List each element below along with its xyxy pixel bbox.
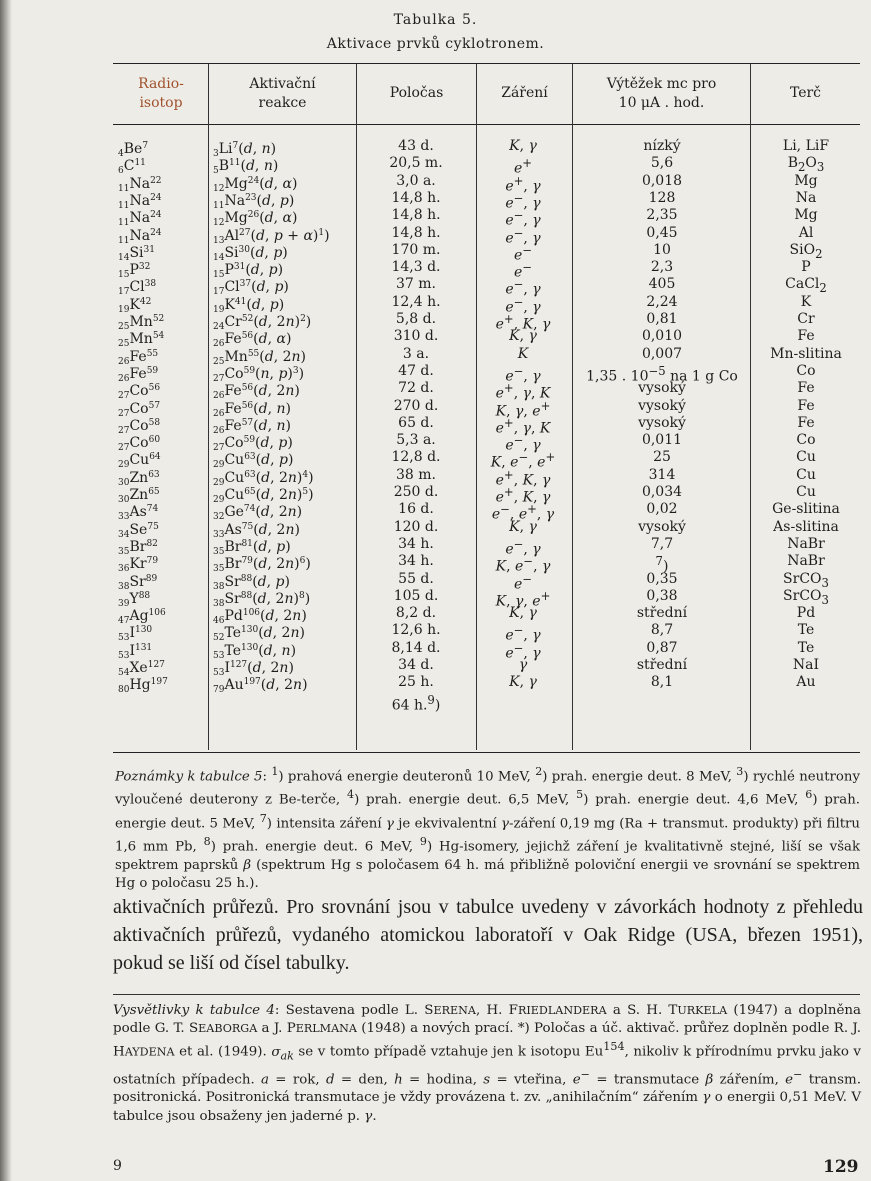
reaction-cell: $_{53}Te^{130}(d$, n) <box>213 642 297 661</box>
table-row <box>0 310 871 333</box>
radiation-cell: e−, γ <box>505 363 541 385</box>
half-life-cell: 38 m. <box>396 466 436 483</box>
half-life-cell: 25 h. <box>398 674 434 691</box>
yield-cell: 1,35 . $10^{-5}$ na 1 g Co <box>586 363 738 385</box>
table-title: Tabulka 5. <box>393 12 478 28</box>
radiation-cell: K, γ <box>509 138 537 154</box>
half-life-cell: 14,3 d. <box>391 259 441 276</box>
reaction-cell: $_{29}Cu^{63}(d$, p) <box>213 452 294 471</box>
target-cell: Fe <box>797 414 815 431</box>
radiation-cell: K, γ <box>509 518 537 535</box>
yield-cell: 0,45 <box>646 224 678 241</box>
reaction-cell: $_{35}Br^{81}(d$, p) <box>213 538 291 557</box>
radioisotope-cell: $_{11}Na^{22}$ <box>118 175 162 194</box>
reaction-cell: $_{26}Fe^{56}(d$, α) <box>213 331 292 350</box>
radioisotope-cell: $_{15}P^{32}$ <box>118 262 151 281</box>
radioisotope-cell: $_{53}I^{131}$ <box>118 642 153 661</box>
yield-cell: 0,35 <box>646 570 678 587</box>
target-cell: Co <box>796 362 816 379</box>
half-life-cell: 170 m. <box>391 241 441 258</box>
target-cell: CaCl$_2$ <box>785 276 827 296</box>
target-cell: Cu <box>796 449 816 466</box>
radiation-cell: e−, γ <box>505 640 541 662</box>
table-subtitle: Aktivace prvků cyklotronem. <box>326 36 545 52</box>
radiation-cell: e+ <box>513 156 533 177</box>
yield-cell: střední <box>636 605 688 622</box>
reaction-cell: $_{15}P^{31}(d$, p) <box>213 262 284 281</box>
yield-cell: 0,034 <box>641 484 683 500</box>
table-row <box>0 241 871 264</box>
radiation-cell: e−, γ <box>505 208 541 229</box>
half-life-cell: 14,8 h. <box>391 224 441 241</box>
yield-cell: vysoký <box>638 397 686 414</box>
yield-cell: $^7$) <box>655 554 669 575</box>
target-cell: Cu <box>796 466 816 483</box>
table-row <box>0 206 871 229</box>
table-row <box>0 518 871 540</box>
table-row <box>0 293 871 316</box>
header-radioisotope: Radio- isotop <box>138 76 184 111</box>
radiation-cell: e−, γ <box>505 433 541 454</box>
table-row <box>0 189 871 212</box>
radioisotope-cell: $_{25}Mn^{54}$ <box>118 331 165 350</box>
radioisotope-cell: $_{27}Co^{56}$ <box>118 383 161 402</box>
reaction-cell: $_{79}Au^{197}(d$, 2n) <box>213 677 308 696</box>
reaction-cell: $_{26}Fe^{56}(d$, n) <box>213 400 291 419</box>
header-half-life: Poločas <box>389 85 444 101</box>
half-life-cell: 310 d. <box>393 328 439 345</box>
radioisotope-cell: $_{30}Zn^{63}$ <box>118 469 160 488</box>
reaction-cell: $_{12}Mg^{24}(d$, α) <box>213 175 298 194</box>
reaction-cell: $_{12}Mg^{26}(d$, α) <box>213 210 298 229</box>
target-cell: Na <box>795 189 817 206</box>
radiation-cell: e+, γ, K <box>495 381 551 402</box>
radioisotope-cell: $_{35}Br^{82}$ <box>118 538 158 557</box>
reaction-cell: $_{33}As^{75}(d$, 2n) <box>213 521 300 540</box>
reaction-cell: $_{35}Br^{79}(d$, 2n)$^6$) <box>213 556 311 575</box>
target-cell: SrCO$_3$ <box>783 570 829 590</box>
radioisotope-cell: $_{27}Co^{57}$ <box>118 400 161 419</box>
target-cell: P <box>801 259 811 276</box>
table-row <box>0 224 871 247</box>
target-cell: Li, LiF <box>782 138 830 154</box>
target-cell: Mn-slitina <box>770 345 842 362</box>
yield-cell: 0,011 <box>641 432 683 449</box>
table-row <box>0 535 871 558</box>
yield-cell: 5,6 <box>650 155 674 172</box>
header-rule <box>113 124 860 125</box>
radiation-cell: e+, γ, K <box>495 415 551 437</box>
reaction-cell: $_{11}Na^{23}(d$, p) <box>213 192 295 211</box>
radiation-cell: e+, γ <box>505 173 541 195</box>
yield-cell: 0,010 <box>641 328 683 345</box>
table-row <box>0 621 871 645</box>
radiation-cell: γ <box>518 657 528 673</box>
reaction-cell: $_{46}Pd^{106}(d$, 2n) <box>213 608 307 627</box>
radioisotope-cell: $_{53}I^{130}$ <box>118 625 153 644</box>
yield-cell: nízký <box>643 138 681 154</box>
reaction-cell: $_{26}Fe^{57}(d$, n) <box>213 417 291 436</box>
half-life-cell: 55 d. <box>398 570 434 587</box>
radioisotope-cell: $_{17}Cl^{38}$ <box>118 279 157 298</box>
table-row <box>0 656 871 678</box>
radioisotope-cell: $_{29}Cu^{64}$ <box>118 452 161 471</box>
radiation-cell: e− <box>513 242 533 264</box>
radiation-cell: K, γ <box>509 605 537 622</box>
yield-cell: 2,24 <box>646 293 678 310</box>
target-cell: Te <box>797 639 815 656</box>
radiation-cell: K, γ <box>509 328 537 345</box>
half-life-cell: 8,14 d. <box>391 639 441 656</box>
radioisotope-cell: $_{80}Hg^{197}$ <box>118 677 168 696</box>
yield-cell: 405 <box>648 276 676 293</box>
radiation-cell: e−, γ <box>505 190 541 212</box>
table-row <box>0 431 871 454</box>
half-life-cell: 3,0 a. <box>396 172 436 189</box>
yield-cell: 2,3 <box>650 259 674 276</box>
reaction-cell: $_{25}Mn^{55}(d$, 2n) <box>213 348 307 367</box>
reaction-cell: $_3Li^7(d$, n) <box>213 141 277 159</box>
reaction-cell: $_{13}Al^{27}(d$, p + α)$^1$) <box>213 227 330 246</box>
target-cell: Pd <box>796 605 816 622</box>
radioisotope-cell: $_{34}Se^{75}$ <box>118 521 159 540</box>
radioisotope-cell: $_{26}Fe^{55}$ <box>118 348 159 367</box>
radioisotope-cell: $_{27}Co^{60}$ <box>118 435 161 454</box>
target-cell: Co <box>796 432 816 449</box>
radiation-cell: K, e−, e+ <box>490 450 556 472</box>
table-row <box>0 327 871 350</box>
radioisotope-cell: $_{11}Na^{24}$ <box>118 227 162 246</box>
half-life-cell: 3 a. <box>402 345 430 362</box>
target-cell: Au <box>796 674 816 691</box>
header-activation-reaction: Aktivační reakce <box>249 76 316 111</box>
half-life-cell: 14,8 h. <box>391 189 441 206</box>
target-cell: NaBr <box>787 535 825 552</box>
radiation-cell: K, γ, e+ <box>495 398 551 420</box>
header-yield: Výtěžek mc pro 10 μA . hod. <box>606 76 717 111</box>
radioisotope-cell: $_{26}Fe^{59}$ <box>118 365 159 384</box>
reaction-cell: $_{27}Co^{59}(d$, p) <box>213 435 293 454</box>
target-cell: K <box>800 293 812 310</box>
radioisotope-cell: $_{39}Y^{88}$ <box>118 590 151 609</box>
reaction-cell: $_{29}Cu^{65}(d$, 2n)$^5$) <box>213 487 314 505</box>
table-row <box>0 275 871 299</box>
reaction-cell: $_{27}Co^{59}(n$, p)$^3$) <box>213 365 305 384</box>
reaction-cell: $_{29}Cu^{63}(d$, 2n)$^4$) <box>213 469 314 488</box>
signature-mark: 9 <box>113 1158 122 1174</box>
radiation-cell: K, e−, γ <box>495 554 551 575</box>
radiation-cell: e+, K, γ <box>495 485 551 506</box>
target-cell: Fe <box>797 397 815 414</box>
half-life-cell: 5,3 a. <box>396 432 436 449</box>
radiation-cell: e−, e+, γ <box>491 502 555 523</box>
radioisotope-cell: $_{25}Mn^{52}$ <box>118 314 165 332</box>
target-cell: Mg <box>794 207 818 224</box>
half-life-cell: 12,4 h. <box>391 293 441 310</box>
table-row <box>0 448 871 472</box>
radioisotope-cell: $_{19}K^{42}$ <box>118 296 152 315</box>
target-cell: Fe <box>797 328 815 345</box>
radiation-cell: e−, γ <box>505 225 541 247</box>
target-cell: NaI <box>792 657 820 673</box>
yield-cell: vysoký <box>638 380 686 397</box>
footnote-separator <box>113 994 860 995</box>
reaction-cell: $_5B^{11}(d$, n) <box>213 158 279 177</box>
yield-cell: vysoký <box>638 414 686 431</box>
radiation-cell: e−, γ <box>505 277 541 299</box>
reaction-cell: $_{26}Fe^{56}(d$, 2n) <box>213 383 300 402</box>
reaction-cell: $_{32}Ge^{74}(d$, 2n) <box>213 504 303 523</box>
table-row <box>0 137 871 159</box>
yield-cell: 10 <box>653 241 671 258</box>
half-life-cell: 14,8 h. <box>391 207 441 224</box>
radiation-cell: e+, K, γ <box>495 467 551 489</box>
target-cell: As-slitina <box>773 518 839 535</box>
table-row <box>0 154 871 177</box>
table-row <box>0 258 871 281</box>
target-cell: Al <box>798 224 814 241</box>
table-row <box>0 604 871 627</box>
header-target: Terč <box>789 85 822 101</box>
half-life-cell: 34 h. <box>398 553 434 570</box>
radioisotope-cell: $_{54}Xe^{127}$ <box>118 660 165 678</box>
table-row <box>0 587 871 610</box>
table-row <box>0 345 871 367</box>
header-radiation: Záření <box>501 85 548 101</box>
radiation-cell: e−, γ <box>505 294 541 316</box>
footnote-table-4: Vysvětlivky k tabulce 4: Sestavena podle L. SERENA, H. FRIEDLANDERA a S. H. TURKELA (1947) a doplněna podle G. T. SEABORGA a J. PERLMANA (1948) a nových prací. *) Poločas a úč. aktivač. průřez doplněn podle R. J. HAYDENA et al. (1949). $\sigma_{ak}$ se v tomto případě vztahuje jen k isotopu Eu$^{154}$, nikoliv k přírodnímu prvku jako v ostatních případech. a = rok, d = den, h = hodina, s = vteřina, e− = transmutace β zářením, e− transm. positronická. Positronická transmutace je vždy provázena t. zv. „anihilačním“ zářením γ o energii 0,51 MeV. V tabulce jsou obsaženy jen jaderné p. γ. <box>113 1003 862 1124</box>
table-row <box>0 691 871 714</box>
radiation-cell: e− <box>513 571 533 593</box>
target-cell: Te <box>797 622 815 639</box>
half-life-cell: 250 d. <box>393 484 439 500</box>
yield-cell: 0,81 <box>646 311 678 327</box>
target-cell: SrCO$_3$ <box>783 587 829 607</box>
table-row <box>0 570 871 593</box>
radiation-cell: e−, γ <box>505 536 541 558</box>
radioisotope-cell: $_{33}As^{74}$ <box>118 504 159 523</box>
half-life-cell: 12,6 h. <box>391 622 441 639</box>
reaction-cell: $_{38}Sr^{88}(d$, p) <box>213 573 290 592</box>
reaction-cell: $_{19}K^{41}(d$, p) <box>213 296 285 315</box>
half-life-cell: 12,8 d. <box>391 449 441 466</box>
yield-cell: 0,02 <box>646 501 678 518</box>
table-row <box>0 500 871 523</box>
yield-cell: střední <box>636 657 688 673</box>
half-life-cell: 43 d. <box>398 138 434 154</box>
half-life-cell: 47 d. <box>398 362 434 379</box>
table-row <box>0 552 871 575</box>
yield-cell: 0,018 <box>641 172 683 189</box>
radiation-cell: e− <box>513 260 533 281</box>
reaction-cell: $_{52}Te^{130}(d$, 2n) <box>213 625 305 644</box>
table-row <box>0 172 871 195</box>
radioisotope-cell: $_{14}Si^{31}$ <box>118 244 155 263</box>
half-life-cell: 72 d. <box>398 380 434 397</box>
yield-cell: vysoký <box>638 518 686 535</box>
yield-cell: 0,007 <box>641 345 683 362</box>
yield-cell: 8,7 <box>650 622 674 639</box>
reaction-cell: $_{53}I^{127}(d$, 2n) <box>213 660 294 678</box>
table-row <box>0 673 871 696</box>
half-life-cell: 8,2 d. <box>395 605 437 622</box>
table-row <box>0 466 871 489</box>
half-life-cell: 5,8 d. <box>395 311 437 327</box>
page-number: 129 <box>823 1157 859 1177</box>
target-cell: $B_2O_3$ <box>787 155 825 175</box>
radiation-cell: K <box>517 345 529 362</box>
reaction-cell: $_{14}Si^{30}(d$, p) <box>213 244 288 263</box>
radiation-cell: e+, K, γ <box>495 312 551 333</box>
yield-cell: 0,38 <box>646 587 678 604</box>
yield-cell: 7,7 <box>650 535 674 552</box>
yield-cell: 314 <box>648 466 676 483</box>
half-life-cell: 16 d. <box>398 501 434 518</box>
yield-cell: 25 <box>653 449 671 466</box>
yield-cell: 128 <box>648 189 676 206</box>
yield-cell: 8,1 <box>650 674 674 691</box>
reaction-cell: $_{38}Sr^{88}(d$, 2n)$^8$) <box>213 590 311 609</box>
target-cell: SiO$_2$ <box>789 241 823 261</box>
radioisotope-cell: $_6C^{11}$ <box>118 158 146 177</box>
half-life-cell: 270 d. <box>393 397 439 414</box>
table-notes: Poznámky k tabulce 5: $^1$) prahová energie deuteronů 10 MeV, $^2$) prah. energie deut. 8 MeV, $^3$) rychlé neutrony vyloučené deuterony z Be-terče, $^4$) prah. energie deut. 6,5 MeV, $^5$) prah. energie deut. 4,6 MeV, $^6$) prah. energie deut. 5 MeV, $^7$) intensita záření γ je ekvivalentní γ-záření 0,19 mg (Ra + transmut. produkty) při filtru 1,6 mm Pb, $^8$) prah. energie deut. 6 MeV, $^9$) Hg-isomery, jejichž záření je kvalitativně stejné, liší se však spektrem paprsků β (spektrum Hg s poločasem 64 h. má přibližně poloviční energii ve srovnání se spektrem Hg o poločasu 25 h.). <box>115 765 861 891</box>
radiation-cell: K, γ <box>509 674 537 691</box>
target-cell: Ge-slitina <box>772 501 840 518</box>
table-row <box>0 414 871 437</box>
table-row <box>0 397 871 420</box>
reaction-cell: $_{24}Cr^{52}(d$, 2n)$^2$) <box>213 314 312 332</box>
half-life-cell: 37 m. <box>396 276 436 293</box>
radioisotope-cell: $_4Be^7$ <box>118 141 149 159</box>
half-life-cell: 34 h. <box>398 535 434 552</box>
radioisotope-cell: $_{11}Na^{24}$ <box>118 210 162 229</box>
radioisotope-cell: $_{11}Na^{24}$ <box>118 192 162 211</box>
target-cell: Cu <box>796 484 816 500</box>
half-life-cell: 34 d. <box>398 657 434 673</box>
half-life-cell: 120 d. <box>393 518 439 535</box>
radioisotope-cell: $_{47}Ag^{106}$ <box>118 608 166 627</box>
target-cell: Cr <box>797 311 815 327</box>
half-life-cell: 20,5 m. <box>389 155 443 172</box>
target-cell: Fe <box>797 380 815 397</box>
target-cell: NaBr <box>787 553 825 570</box>
half-life-cell: 65 d. <box>398 414 434 431</box>
radioisotope-cell: $_{36}Kr^{79}$ <box>118 556 159 575</box>
yield-cell: 2,35 <box>646 207 678 224</box>
radiation-cell: e−, γ <box>505 623 541 645</box>
half-life-cell: 64 h.$^9$) <box>391 692 441 714</box>
target-cell: Mg <box>794 172 818 189</box>
table-row <box>0 639 871 662</box>
reaction-cell: $_{17}Cl^{37}(d$, p) <box>213 279 289 298</box>
table-row <box>0 362 871 385</box>
radioisotope-cell: $_{30}Zn^{65}$ <box>118 487 160 505</box>
body-paragraph: aktivačních průřezů. Pro srovnání jsou v tabulce uvedeny v závorkách hodnoty z přehledu aktivačních průřezů, vydaného atomickou laboratoří v Oak Ridge (USA, březen 1951), pokud se liší od čísel tabulky. <box>113 896 863 974</box>
radiation-cell: K, γ, e+ <box>495 588 551 610</box>
half-life-cell: 105 d. <box>393 587 439 604</box>
radioisotope-cell: $_{38}Sr^{89}$ <box>118 573 158 592</box>
radioisotope-cell: $_{27}Co^{58}$ <box>118 417 161 436</box>
table-row <box>0 379 871 402</box>
yield-cell: 0,87 <box>646 639 678 656</box>
table-row <box>0 483 871 506</box>
